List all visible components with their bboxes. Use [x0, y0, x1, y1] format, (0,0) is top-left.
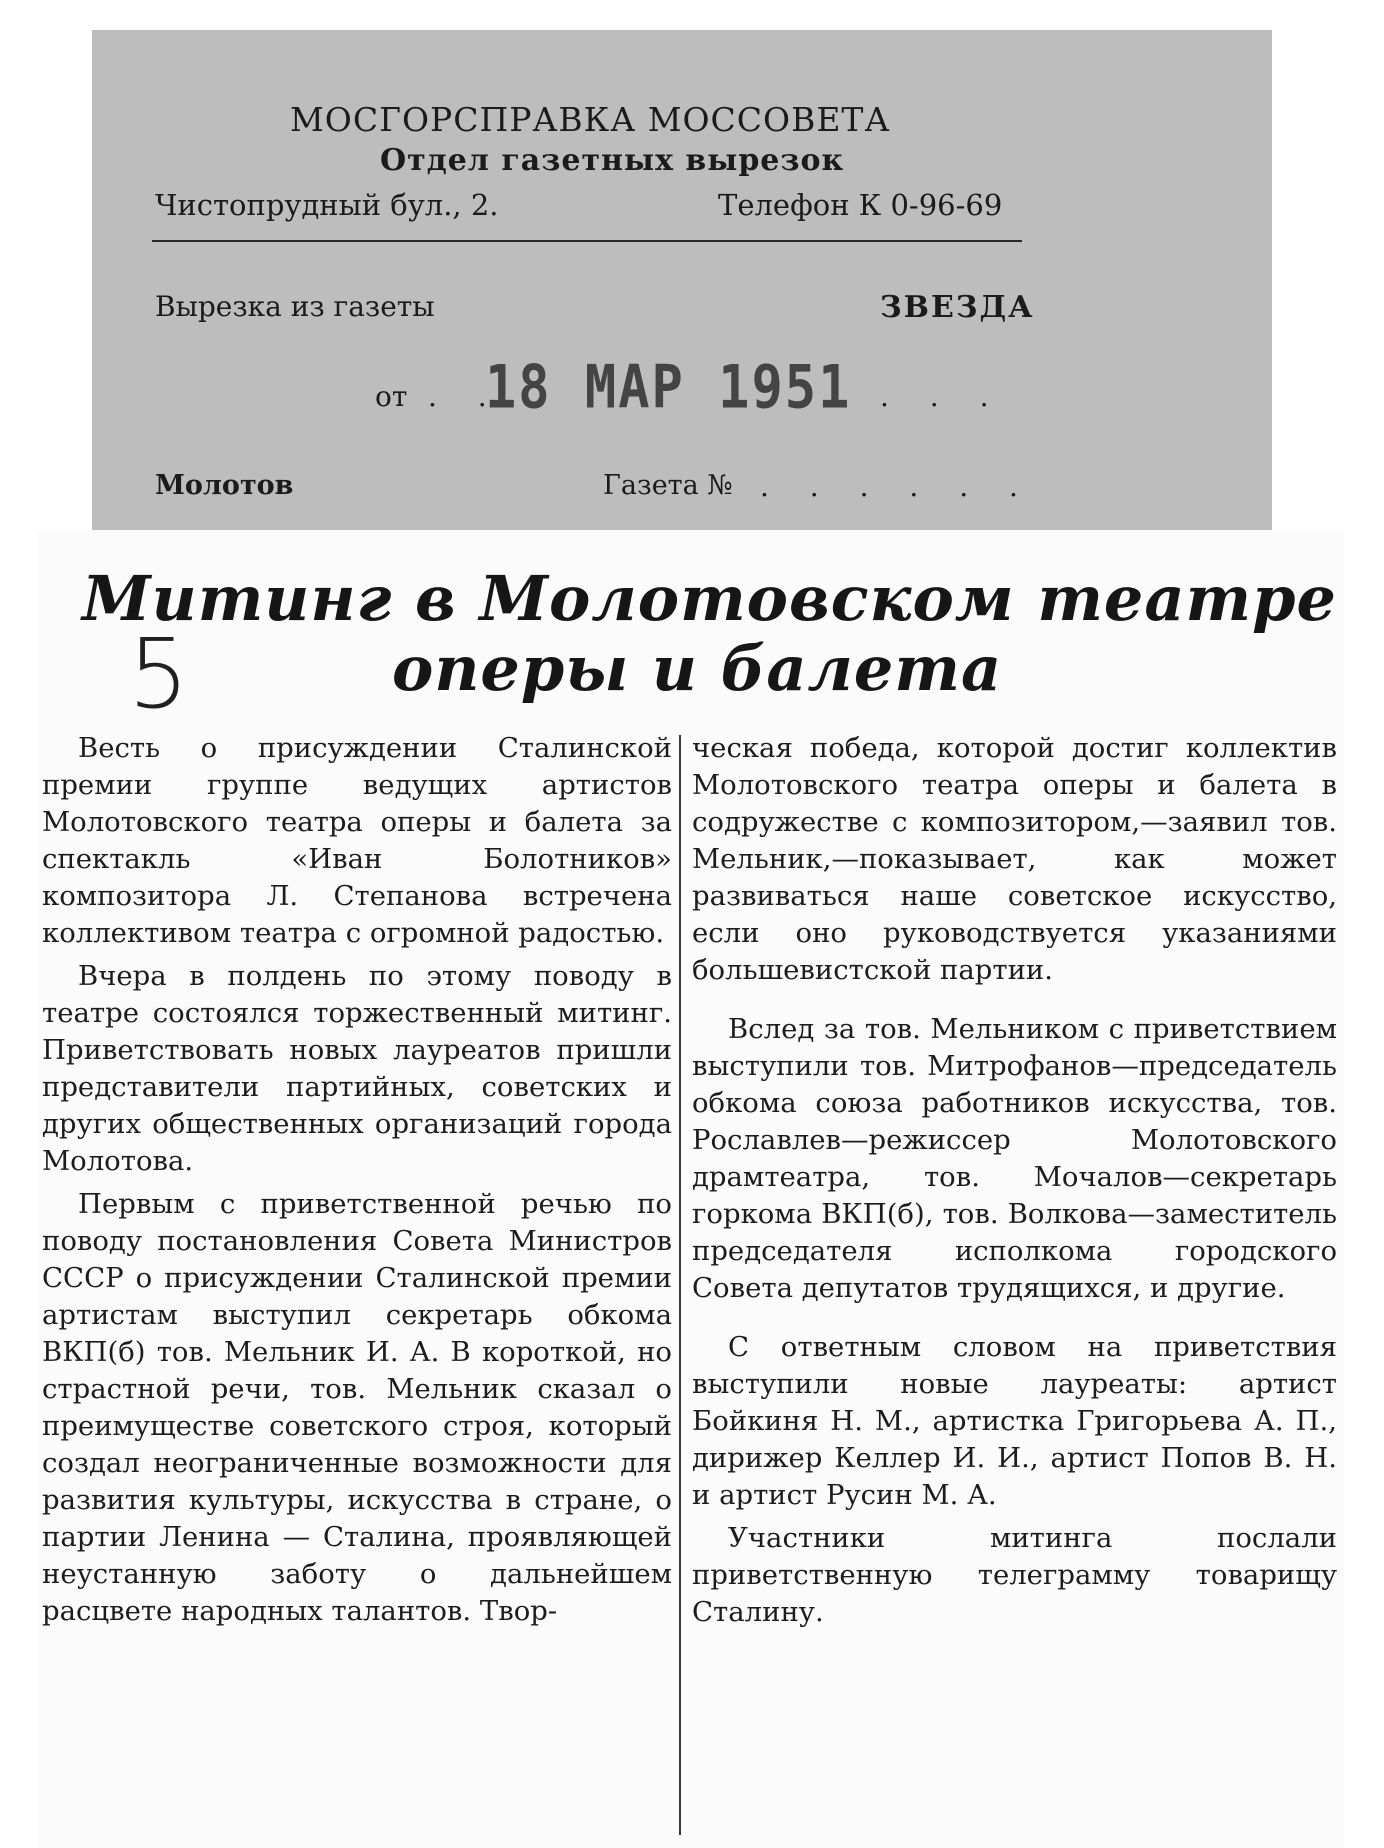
issue-label: Газета №: [603, 470, 733, 501]
paragraph: Участники митинга послали приветственную телеграмму товарищу Сталину.: [692, 1522, 1337, 1628]
address: Чистопрудный бул., 2.: [155, 188, 499, 222]
paragraph: ческая победа, которой достиг коллектив Молотовского театра оперы и балета в содружестве с композитором,—заявил тов. Мельник,—показывает, как может развиваться наше советское искусство, если оно руководствуется указаниями большевистской партии.: [692, 732, 1337, 986]
article-title-line1: Митинг в Молотовском театре: [82, 562, 1337, 635]
paragraph: С ответным словом на приветствия выступили новые лауреаты: артист Бойкиня Н. М., артистка Григорьева А. П., дирижер Келлер И. И., артист Попов В. Н. и артист Русин М. А.: [692, 1331, 1337, 1511]
from-label: от: [375, 380, 408, 413]
header-divider: [152, 240, 1022, 242]
clipping-label: Вырезка из газеты: [155, 290, 435, 323]
city-name: Молотов: [155, 470, 294, 501]
fill-dots: . .: [428, 380, 503, 413]
article-title-line2: оперы и балета: [392, 632, 1003, 705]
date-stamp: 18 МАР 1951: [485, 353, 852, 423]
article-column-left: [42, 730, 672, 1636]
paragraph: Первым с приветственной речью по поводу постановления Совета Министров СССР о присуждении Сталинской премии артистам выступил секретарь обкома ВКП(б) тов. Мельник И. А. В короткой, но страстной речи, тов. Мельник сказал о преимуществе советского строя, который создал неограниченные возможности для развития культуры, искусства в стране, о партии Ленина — Сталина, проявляющей неустанную заботу о дальнейшем расцвете народных талантов. Твор-: [42, 1188, 672, 1627]
paragraph: Весть о присуждении Сталинской премии группе ведущих артистов Молотовского театра оперы и балета за спектакль «Иван Болотников» композитора Л. Степанова встречена коллективом театра с огромной радостью.: [42, 732, 672, 949]
agency-name: МОСГОРСПРАВКА МОССОВЕТА: [290, 100, 891, 139]
phone-number: Телефон К 0-96-69: [718, 188, 1003, 222]
paragraph: Вчера в полдень по этому поводу в театре состоялся торжественный митинг. Приветствовать новых лауреатов пришли представители партийных, советских и других общественных организаций города Молотова.: [42, 960, 672, 1177]
fill-dots: . . .: [880, 380, 1005, 413]
handwritten-mark: 5: [128, 618, 190, 730]
paragraph: Вслед за тов. Мельником с приветствием выступили тов. Митрофанов—председатель обкома союза работников искусства, тов. Рославлев—режиссер Молотовского драмтеатра, тов. Мочалов—секретарь горкома ВКП(б), тов. Волкова—заместитель председателя исполкома городского Совета депутатов трудящихся, и другие.: [692, 1013, 1337, 1304]
newspaper-name: ЗВЕЗДА: [880, 290, 1035, 325]
department-name: Отдел газетных вырезок: [380, 143, 845, 178]
fill-dots: . . . . . .: [760, 470, 1034, 503]
column-divider: [679, 735, 681, 1835]
article-column-right: [692, 730, 1337, 1637]
